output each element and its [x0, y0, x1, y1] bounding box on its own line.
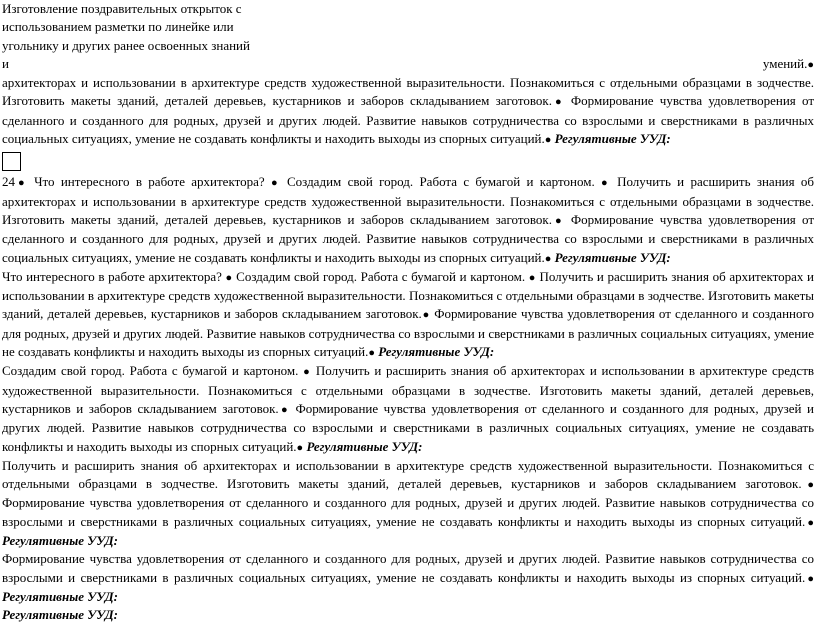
p2-label: Регулятивные УУД: [378, 344, 495, 360]
bullet-icon: ● [601, 177, 611, 190]
p2-lesson: Создадим свой город. Работа с бумагой и картоном. [236, 268, 526, 284]
bullet-icon: ● [805, 516, 814, 529]
intro-line-3: угольнику и других ранее освоенных знаний [2, 37, 250, 53]
intro-paragraph [2, 74, 814, 149]
intro-label: Регулятивные УУД: [554, 131, 671, 147]
row-24-label: Регулятивные УУД: [554, 249, 671, 265]
row-24-personal: Формирование чувства удовлетворения от сделанного и созданного для родных, друзей и других людей. Развитие навыков сотрудничества со взрослыми и сверстниками в различных социальных ситуациях, умение не создавать конфликты и находить выходы из спорных ситуаций. [2, 211, 815, 265]
p4-label: Регулятивные УУД: [2, 533, 119, 549]
intro-line-1: Изготовление поздравительных открыток с [2, 1, 242, 16]
bullet-icon: ● [303, 366, 312, 379]
intro-line-2: использованием разметки по линейке или [2, 19, 234, 35]
p3-label: Регулятивные УУД: [306, 438, 423, 454]
bullet-icon: ● [368, 347, 375, 360]
bullet-icon: ● [544, 252, 552, 265]
bullet-icon: ● [421, 309, 431, 322]
bullet-icon: ● [552, 214, 565, 227]
paragraph-6 [2, 606, 814, 624]
paragraph-5 [2, 550, 814, 606]
intro-line-4-right: умений. [762, 55, 808, 71]
bullet-icon: ● [552, 96, 565, 109]
bullet-icon: ● [807, 58, 814, 71]
p2-topic: Что интересного в работе архитектора? [2, 268, 222, 284]
intro-text-a: архитекторах и использовании в архитектуре средств художественной выразительности. Познакомиться с отдельными образцами в зодчестве. Изготовить макеты зданий, деталей деревьев, кустарников и заборов складыванием заготовок. [2, 75, 814, 109]
bullet-icon: ● [296, 441, 304, 454]
intro-line-4-right-wrap [763, 55, 814, 74]
intro-narrow-block [2, 0, 264, 55]
p3-personal: Формирование чувства удовлетворения от сделанного и созданного для родных, друзей и других людей. Развитие навыков сотрудничества со взрослыми и сверстниками в различных социальных ситуациях, умение не создавать конфликты и находить выходы из спорных ситуаций. [2, 400, 814, 454]
p4-personal: Формирование чувства удовлетворения от сделанного и созданного для родных, друзей и других людей. Развитие навыков сотрудничества со взрослыми и сверстниками в различных социальных ситуациях, умение не создавать конфликты и находить выходы из спорных ситуаций. [2, 495, 814, 529]
p5-label: Регулятивные УУД: [2, 588, 119, 604]
row-24-topic: Что интересного в работе архитектора? [34, 174, 265, 190]
p3-goals: Получить и расширить знания об архитекторах и использовании в архитектуре средств художественной выразительности. Познакомиться с отдельными образцами в зодчестве. Изготовить макеты зданий, деталей деревьев, кустарников и заборов складыванием заготовок. [2, 363, 815, 416]
document-page [2, 0, 814, 625]
intro-split-line [2, 55, 814, 74]
row-24-paragraph [2, 173, 814, 267]
bullet-icon: ● [15, 177, 28, 190]
row-24-lesson: Создадим свой город. Работа с бумагой и картоном. [287, 174, 595, 190]
p5-personal: Формирование чувства удовлетворения от сделанного и созданного для родных, друзей и других людей. Развитие навыков сотрудничества со взрослыми и сверстниками в различных социальных ситуациях, умение не создавать конфликты и находить выходы из спорных ситуаций. [2, 551, 814, 585]
intro-text-b: Формирование чувства удовлетворения от сделанного и созданного для родных, друзей и других людей. Развитие навыков сотрудничества со взрослыми и сверстниками в различных социальных ситуациях, умение не создавать конфликты и находить выходы из спорных ситуаций. [2, 93, 815, 147]
bullet-icon: ● [805, 572, 814, 585]
bullet-icon: ● [225, 271, 233, 284]
paragraph-3 [2, 362, 814, 456]
p4-goals: Получить и расширить знания об архитекторах и использовании в архитектуре средств художественной выразительности. Познакомиться с отдельными образцами в зодчестве. Изготовить макеты зданий, деталей деревьев, кустарников и заборов складыванием заготовок. [2, 457, 814, 492]
row-24-goals: Получить и расширить знания об архитекторах и использовании в архитектуре средств художественной выразительности. Познакомиться с отдельными образцами в зодчестве. Изготовить макеты зданий, деталей деревьев, кустарников и заборов складыванием заготовок. [2, 174, 815, 227]
p6-label: Регулятивные УУД: [2, 607, 119, 623]
bullet-icon: ● [528, 271, 536, 284]
p2-goals: Получить и расширить знания об архитекторах и использовании в архитектуре средств художественной выразительности. Познакомиться с отдельными образцами в зодчестве. Изготовить макеты зданий, деталей деревьев, кустарников и заборов складыванием заготовок. [2, 268, 815, 322]
row-number: 24 [2, 174, 15, 190]
bullet-icon: ● [270, 177, 281, 190]
p2-personal: Формирование чувства удовлетворения от сделанного и созданного для родных, друзей и других людей. Развитие навыков сотрудничества со взрослыми и сверстниками в различных социальных ситуациях, умение не создавать конфликты и находить выходы из спорных ситуаций. [2, 306, 814, 360]
paragraph-4 [2, 457, 814, 550]
paragraph-2 [2, 268, 814, 362]
bullet-icon: ● [801, 479, 814, 492]
p3-lesson: Создадим свой город. Работа с бумагой и картоном. [2, 363, 299, 379]
bullet-icon: ● [544, 134, 552, 147]
bullet-icon: ● [278, 403, 290, 416]
intro-line-4-left: и [2, 55, 9, 71]
empty-checkbox-cell [2, 152, 21, 171]
